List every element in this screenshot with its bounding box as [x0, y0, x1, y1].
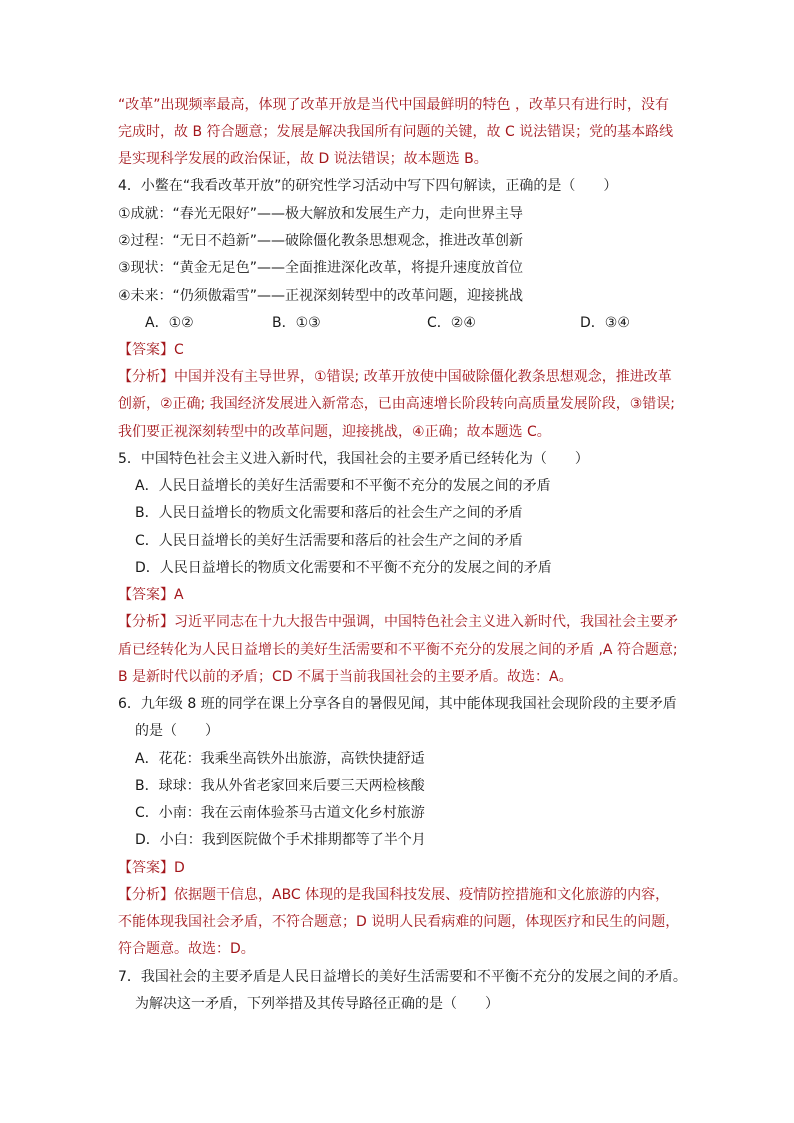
text-line-f4-2: 创新，②正确; 我国经济发展进入新常态，已由高速增长阶段转向高质量发展阶段，③错误;	[118, 396, 675, 412]
text-line-f4-1: 【分析】中国并没有主导世界，①错误; 改革开放使中国破除僵化教条思想观念，推进改革	[118, 369, 672, 385]
text-line-p3-2: 完成时，故 B 符合题意；发展是解决我国所有问题的关键，故 C 说法错误；党的基本路线	[118, 124, 674, 140]
text-line-q7-1: 7．我国社会的主要矛盾是人民日益增长的美好生活需要和不平衡不充分的发展之间的矛盾。	[118, 969, 687, 985]
q4-option-a: A．①②	[145, 315, 194, 331]
text-line-a6: 【答案】D	[118, 860, 185, 876]
text-line-q4: 4．小鳖在“我看改革开放”的研究性学习活动中写下四句解读，正确的是（ ）	[118, 178, 618, 194]
q4-option-b: B．①③	[272, 315, 321, 331]
text-line-f6-3: 符合题意。故选：D。	[118, 941, 255, 957]
text-line-f5-3: B 是新时代以前的矛盾；CD 不属于当前我国社会的主要矛盾。故选：A。	[118, 669, 573, 685]
text-line-q5-D: D．人民日益增长的物质文化需要和不平衡不充分的发展之间的矛盾	[135, 560, 552, 576]
text-line-f5-1: 【分析】习近平同志在十九大报告中强调，中国特色社会主义进入新时代，我国社会主要矛	[118, 614, 678, 630]
text-line-q6-C: C．小南：我在云南体验茶马古道文化乡村旅游	[135, 805, 425, 821]
text-line-q5-C: C．人民日益增长的美好生活需要和落后的社会生产之间的矛盾	[135, 533, 523, 549]
text-line-f4-3: 我们要正视深刻转型中的改革问题，迎接挑战，④正确；故本题选 C。	[118, 424, 551, 440]
text-line-q4-s1: ①成就：“春光无限好”——极大解放和发展生产力，走向世界主导	[118, 206, 524, 222]
text-line-q4-s4: ④未来：“仍须傲霜雪”——正视深刻转型中的改革问题，迎接挑战	[118, 288, 524, 304]
q4-option-d: D．③④	[580, 315, 630, 331]
q4-option-c: C．②④	[427, 315, 476, 331]
text-line-q6-2: 的是（ ）	[135, 723, 219, 739]
text-line-f6-1: 【分析】依据题干信息，ABC 体现的是我国科技发展、疫情防控措施和文化旅游的内容，	[118, 887, 670, 903]
text-line-a5: 【答案】A	[118, 587, 184, 603]
text-line-q7-2: 为解决这一矛盾，下列举措及其传导路径正确的是（ ）	[135, 996, 499, 1012]
text-line-q6-D: D．小白：我到医院做个手术排期都等了半个月	[135, 832, 426, 848]
text-line-q6-A: A．花花：我乘坐高铁外出旅游，高铁快捷舒适	[135, 751, 425, 767]
text-line-q4-s3: ③现状：“黄金无足色”——全面推进深化改革，将提升速度放首位	[118, 260, 524, 276]
text-line-q6-B: B．球球：我从外省老家回来后要三天两检核酸	[135, 778, 425, 794]
text-line-q4-s2: ②过程：“无日不趋新”——破除僵化教条思想观念，推进改革创新	[118, 233, 524, 249]
text-line-q5-B: B．人民日益增长的物质文化需要和落后的社会生产之间的矛盾	[135, 505, 523, 521]
text-line-f5-2: 盾已经转化为人民日益增长的美好生活需要和不平衡不充分的发展之间的矛盾 ,A 符合题意;	[118, 642, 678, 658]
text-line-q5-A: A．人民日益增长的美好生活需要和不平衡不充分的发展之间的矛盾	[135, 478, 551, 494]
text-line-q5: 5．中国特色社会主义进入新时代，我国社会的主要矛盾已经转化为（ ）	[118, 451, 589, 467]
text-line-p3-3: 是实现科学发展的政治保证，故 D 说法错误；故本题选 B。	[118, 151, 488, 167]
text-line-q6-1: 6．九年级 8 班的同学在课上分享各自的暑假见闻，其中能体现我国社会现阶段的主要矛盾	[118, 696, 677, 712]
text-line-a4: 【答案】C	[118, 342, 184, 358]
text-line-f6-2: 不能体现我国社会矛盾，不符合题意；D 说明人民看病难的问题，体现医疗和民生的问题，	[118, 914, 680, 930]
text-line-p3-1: “改革”出现频率最高，体现了改革开放是当代中国最鲜明的特色 ，改革只有进行时，没有	[118, 97, 669, 113]
